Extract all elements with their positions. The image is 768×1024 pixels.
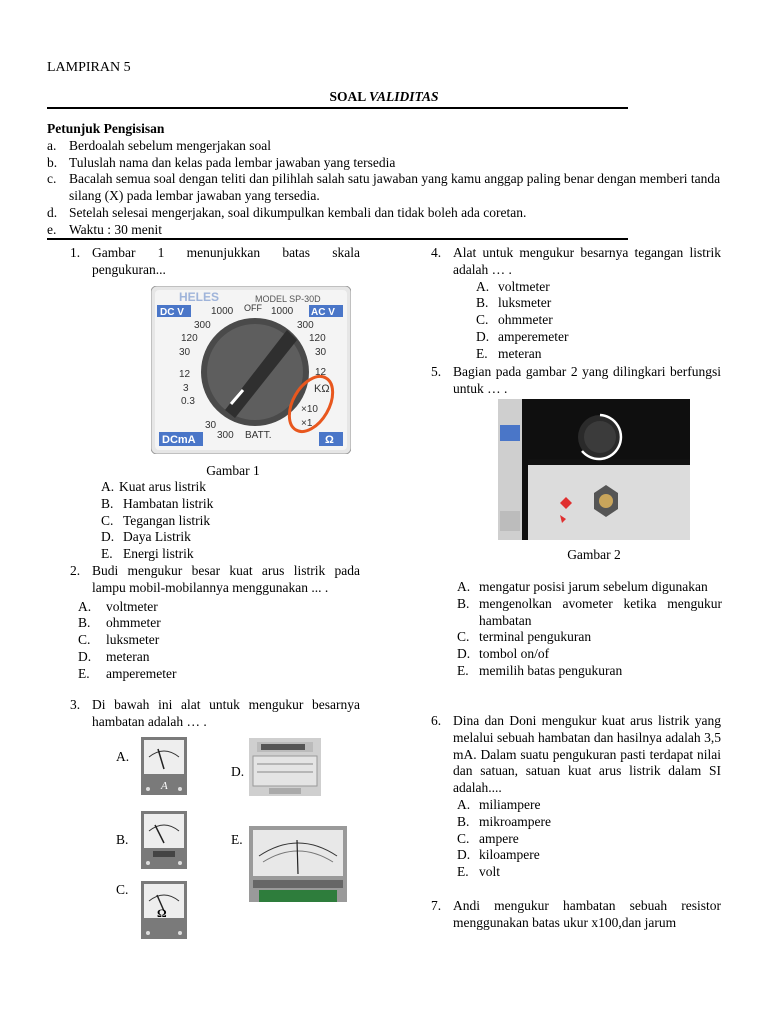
- option: C. terminal pengukuran: [457, 629, 592, 645]
- question-5: [431, 364, 721, 398]
- svg-text:3: 3: [183, 383, 189, 394]
- voltmeter-image: [141, 811, 187, 869]
- question-4-options: [431, 279, 721, 363]
- gambar-2-avometer-closeup-image: [498, 399, 690, 540]
- svg-text:30: 30: [179, 347, 191, 358]
- svg-text:12: 12: [179, 369, 191, 380]
- question-1: [70, 245, 360, 279]
- option: B. mikroampere: [457, 813, 551, 829]
- question-number: 4.: [431, 245, 442, 260]
- question-number: 2.: [70, 563, 81, 578]
- option: A. voltmeter: [78, 598, 158, 614]
- question-2-options: [70, 599, 360, 683]
- question-number: 3.: [70, 697, 81, 712]
- ammeter-image: [141, 737, 187, 795]
- gambar-2-caption: Gambar 2: [567, 547, 621, 562]
- option: E. volt: [457, 864, 501, 880]
- instruction-text: Berdoalah sebelum mengerjakan soal: [69, 137, 272, 153]
- question-text: Gambar 1 menunjukkan batas skala pengukuran...: [92, 245, 360, 277]
- multimeter-dial-illustration: [151, 286, 351, 454]
- instruction-text: Bacalah semua soal dengan teliti dan pilihlah salah satu jawaban yang kamu anggap paling benar dengan memberi tanda silang (X) pada lembar jawaban yang tersedia.: [69, 171, 721, 204]
- instruction-item: [47, 205, 737, 222]
- question-1-options: [101, 479, 361, 563]
- svg-text:MODEL SP-30D: MODEL SP-30D: [255, 294, 321, 304]
- ohmmeter-image: [141, 881, 187, 939]
- question-5-options: [457, 579, 722, 680]
- lampiran-label: LAMPIRAN 5: [47, 60, 131, 75]
- option: C. luksmeter: [78, 632, 160, 648]
- question-2: [70, 563, 360, 683]
- instruction-item: [47, 222, 737, 239]
- option: E. Energi listrik: [101, 546, 194, 562]
- question-text: Dina dan Doni mengukur kuat arus listrik yang melalui sebuah hambatan dan hasilnya adalah 3,5 mA. Dalam suatu pengukuran pasti terdapat nilai dan satuan, satuan kuat arus listrik dalam SI adalah....: [453, 713, 721, 796]
- option: E. meteran: [476, 345, 542, 361]
- question-number: 6.: [431, 713, 442, 728]
- question-4: [431, 245, 721, 363]
- svg-text:30: 30: [205, 420, 217, 431]
- instruction-letter: c.: [47, 171, 57, 187]
- instruction-text: Tuluslah nama dan kelas pada lembar jawaban yang tersedia: [69, 154, 396, 170]
- question-6: [431, 713, 721, 881]
- svg-text:DCmA: DCmA: [162, 434, 196, 446]
- instruction-letter: b.: [47, 154, 58, 170]
- instruction-item: [47, 138, 737, 155]
- question-text: Bagian pada gambar 2 yang dilingkari berfungsi untuk … .: [453, 364, 721, 396]
- option: A. voltmeter: [476, 278, 550, 294]
- svg-text:OFF: OFF: [244, 303, 262, 313]
- option: D. tombol on/of: [457, 646, 550, 662]
- q3-label-b: B.: [116, 832, 129, 847]
- svg-text:300: 300: [217, 430, 234, 441]
- question-text: Budi mengukur besar kuat arus listrik pada lampu mobil-mobilannya menggunakan ... .: [92, 563, 360, 595]
- instruction-item: [47, 155, 737, 172]
- option: D. meteran: [78, 648, 150, 664]
- option: B. luksmeter: [476, 295, 552, 311]
- bottom-divider: [47, 238, 628, 240]
- instruction-letter: e.: [47, 221, 57, 237]
- kwh-meter-image: [249, 738, 321, 796]
- option: D. amperemeter: [476, 328, 569, 344]
- gambar-1-caption: Gambar 1: [206, 463, 260, 478]
- option: B. Hambatan listrik: [101, 495, 214, 511]
- svg-text:0.3: 0.3: [181, 396, 195, 407]
- option: E. amperemeter: [78, 665, 177, 681]
- option: A. miliampere: [457, 796, 541, 812]
- question-text: Andi mengukur hambatan sebuah resistor menggunakan batas ukur x100,dan jarum: [453, 898, 721, 930]
- q3-label-c: C.: [116, 882, 129, 897]
- option: C. ohmmeter: [476, 312, 553, 328]
- svg-text:120: 120: [181, 333, 198, 344]
- top-divider: [47, 107, 628, 109]
- instructions-heading: Petunjuk Pengisisan: [47, 121, 165, 136]
- instructions-list: [47, 138, 737, 239]
- svg-text:KΩ: KΩ: [314, 383, 330, 395]
- option: D. Daya Listrik: [101, 529, 191, 545]
- q3-label-a: A.: [116, 749, 130, 764]
- question-text: Di bawah ini alat untuk mengukur besarnya hambatan adalah … .: [92, 697, 360, 729]
- svg-text:Ω: Ω: [157, 906, 167, 920]
- option: C. ampere: [457, 830, 519, 846]
- question-number: 1.: [70, 245, 81, 260]
- question-number: 5.: [431, 364, 442, 379]
- question-6-options: [431, 797, 721, 881]
- page-title: SOAL VALIDITAS: [329, 89, 439, 104]
- question-7: [431, 898, 721, 932]
- svg-text:1000: 1000: [271, 306, 294, 317]
- q3-label-d: D.: [231, 764, 245, 779]
- svg-text:AC V: AC V: [311, 307, 335, 318]
- instruction-letter: a.: [47, 137, 57, 153]
- option: B. mengenolkan avometer ketika mengukur hambatan: [457, 595, 722, 628]
- svg-text:×10: ×10: [301, 404, 318, 415]
- q3-label-e: E.: [231, 832, 243, 847]
- option: B. ohmmeter: [78, 615, 161, 631]
- analog-meter-e-image: [249, 826, 347, 902]
- svg-text:300: 300: [297, 320, 314, 331]
- svg-text:HELES: HELES: [179, 290, 220, 304]
- option: A. mengatur posisi jarum sebelum digunakan: [457, 579, 708, 594]
- question-number: 7.: [431, 898, 442, 913]
- gambar-1-multimeter-image: [151, 286, 351, 454]
- svg-text:1000: 1000: [211, 306, 234, 317]
- instruction-text: Setelah selesai mengerjakan, soal dikumpulkan kembali dan tidak boleh ada coretan.: [69, 204, 527, 220]
- instructions-block: [47, 121, 737, 239]
- option: E. memilih batas pengukuran: [457, 662, 623, 678]
- question-text: Alat untuk mengukur besarnya tegangan listrik adalah … .: [453, 245, 721, 277]
- svg-text:×1: ×1: [301, 418, 313, 429]
- svg-text:A: A: [161, 780, 168, 792]
- option: A. Kuat arus listrik: [101, 479, 206, 494]
- option: D. kiloampere: [457, 847, 540, 863]
- svg-text:12: 12: [315, 367, 327, 378]
- svg-text:BATT.: BATT.: [245, 430, 272, 441]
- svg-text:Ω: Ω: [325, 434, 334, 446]
- svg-text:DC V: DC V: [160, 307, 184, 318]
- instruction-text: Waktu : 30 menit: [69, 221, 163, 237]
- instruction-letter: d.: [47, 204, 58, 220]
- svg-text:30: 30: [315, 347, 327, 358]
- option: C. Tegangan listrik: [101, 512, 211, 528]
- svg-text:120: 120: [309, 333, 326, 344]
- instruction-item: [47, 171, 737, 205]
- svg-text:300: 300: [194, 320, 211, 331]
- question-3: [70, 697, 360, 731]
